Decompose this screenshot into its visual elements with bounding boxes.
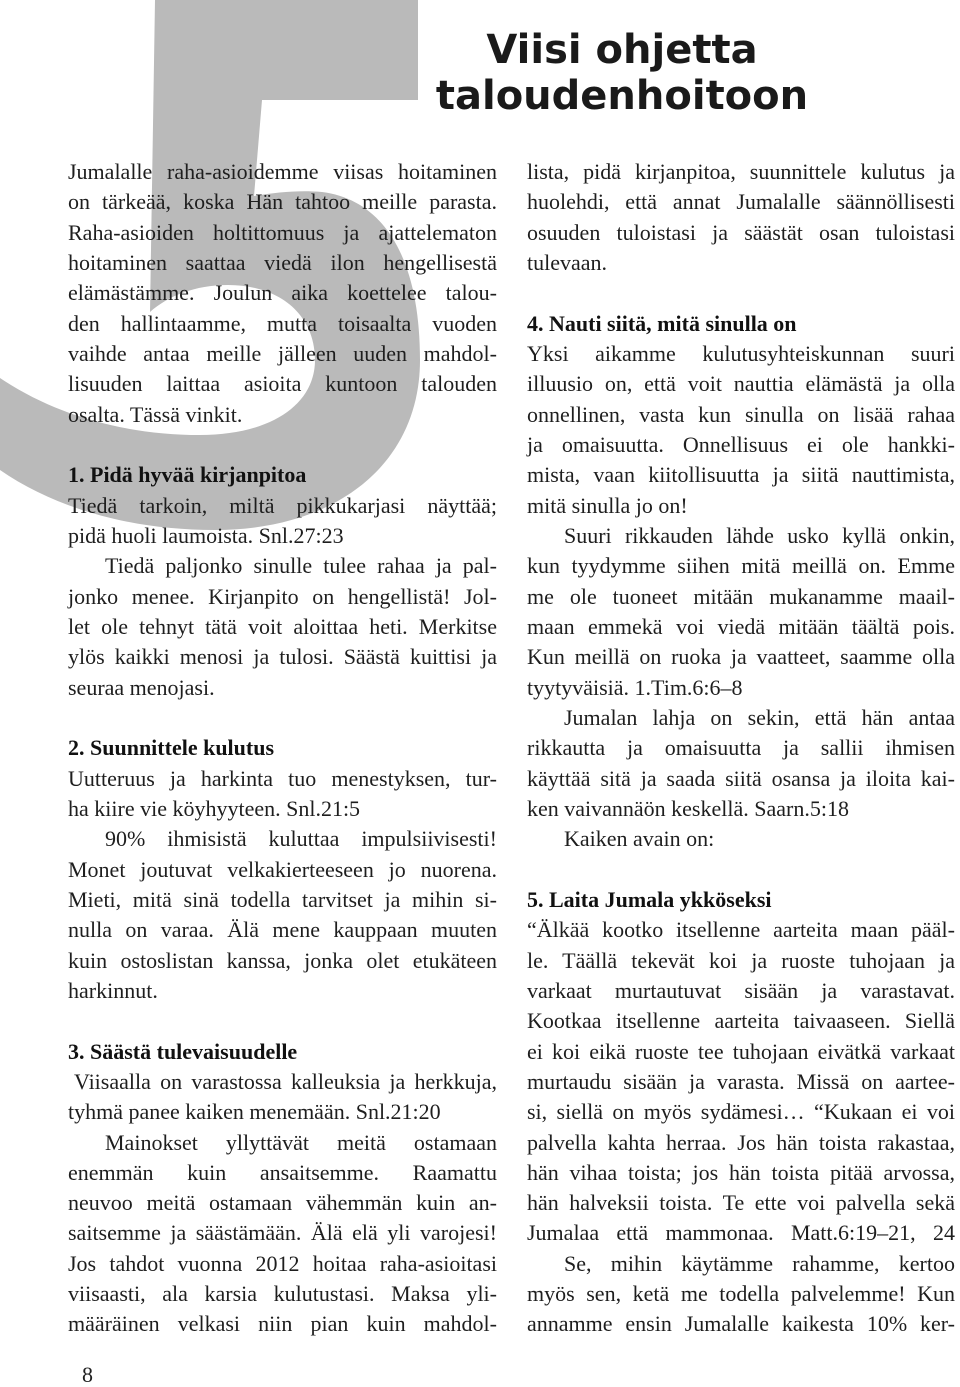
intro-line: den hallintaamme, mutta toisaalta vuoden: [68, 310, 497, 336]
section-heading: 1. Pidä hyvää kirjanpitoa: [68, 462, 307, 488]
scripture-quote-line: Uutteruus ja harkinta tuo menestyksen, tur-: [68, 765, 497, 791]
body-line: neuvoo meitä ostamaan vähemmän kuin an-: [68, 1190, 497, 1216]
page-number: 8: [82, 1362, 93, 1387]
article-title-line: taloudenhoitoon: [435, 73, 809, 119]
scripture-quote-line: murtaudu sisään ja varasta. Missä on aartee-: [527, 1068, 955, 1094]
intro-line: osalta. Tässä vinkit.: [68, 401, 243, 427]
body-line: illuusio on, että voit nauttia elämästä ja olla: [527, 371, 955, 397]
body-line: jonko menee. Kirjanpito on hengellistä! Jol-: [68, 583, 497, 609]
scripture-quote-line: Jumalaa että mammonaa. Matt.6:19–21, 24: [527, 1220, 955, 1246]
body-line: huolehdi, että annat Jumalalle säännöllisesti: [527, 189, 955, 215]
body-line: saitsemme ja säästämään. Älä elä yli varojesi!: [68, 1220, 497, 1246]
scripture-quote-line: si, siellä on myös sydämesi… “Kukaan ei voi: [527, 1099, 955, 1125]
body-line: Monet joutuvat velkakierteeseen jo nuorena.: [68, 856, 497, 882]
scripture-quote-line: ha kiire vie köyhyyteen. Snl.21:5: [68, 795, 361, 821]
body-line: viisaasti, ala karsia kulutustasi. Maksa yli-: [68, 1281, 497, 1307]
body-line: Mainokset yllyttävät meitä ostamaan: [105, 1129, 497, 1155]
body-line: harkinnut.: [68, 977, 158, 1003]
body-line: Mieti, mitä sinä todella tarvitset ja mihin si-: [68, 886, 497, 912]
intro-line: Raha-asioiden holtittomuus ja ajattelematon: [68, 219, 497, 245]
body-line: rikkautta ja omaisuutta ja sallii ihmisen: [527, 735, 955, 761]
scripture-quote-line: Viisaalla on varastossa kalleuksia ja herkkuja,: [74, 1068, 497, 1094]
body-line: ylös kaikki menosi ja tulosi. Säästä kuittisi ja: [68, 644, 497, 670]
scripture-quote-line: hän halveksii toista. Te ette voi palvella sekä: [527, 1190, 955, 1216]
section-heading: 3. Säästä tulevaisuudelle: [68, 1038, 298, 1064]
body-line: Jos tahdot vuonna 2012 hoitaa raha-asioitasi: [68, 1250, 497, 1276]
body-line: tyytyväisiä. 1.Tim.6:6–8: [527, 674, 743, 700]
body-line: Jumalan lahja on sekin, että hän antaa: [564, 704, 955, 730]
body-line: osuuden tuloistasi ja säästät osan tuloistasi: [527, 219, 955, 245]
body-line: Suuri rikkauden lähde usko kyllä onkin,: [564, 522, 955, 548]
right-column: [527, 157, 955, 1340]
body-line: myös sen, ketä me todella palvelemme! Kun: [527, 1281, 955, 1307]
intro-line: on tärkeää, koska Hän tahtoo meille parasta.: [68, 189, 497, 215]
body-line: mitä sinulla jo on!: [527, 492, 688, 518]
scripture-quote-line: “Älkää kootko itsellenne aarteita maan pääl-: [527, 917, 955, 943]
scripture-quote-line: le. Täällä tekevät koi ja ruoste tuhojaan ja: [527, 947, 955, 973]
body-line: nulla on varaa. Älä mene kauppaan muuten: [68, 917, 497, 943]
scripture-quote-line: pidä huoli laumoista. Snl.27:23: [68, 522, 344, 548]
body-line: Tiedä paljonko sinulle tulee rahaa ja pal-: [105, 553, 497, 579]
section-heading: 5. Laita Jumala ykköseksi: [527, 886, 772, 912]
left-column: [68, 157, 497, 1340]
body-line: annamme ensin Jumalalle kaikesta 10% ker-: [527, 1311, 955, 1337]
body-line: me ole tuoneet mitään mukanamme maail-: [527, 583, 955, 609]
body-line: kuin ostoslistan kanssa, jonka olet etukäteen: [68, 947, 497, 973]
body-line: Kun meillä on ruoka ja vaatteet, saamme olla: [527, 644, 955, 670]
scripture-quote-line: ei koi eikä ruoste tee tuhojaan eivätkä varkaat: [527, 1038, 955, 1064]
body-line: lista, pidä kirjanpitoa, suunnittele kulutus ja: [527, 159, 955, 184]
body-line: maan emmekä voi viedä mitään täältä pois.: [527, 613, 955, 639]
intro-line: lisuuden laittaa asioita kuntoon talouden: [68, 371, 497, 397]
body-line: Se, mihin käytämme rahamme, kertoo: [564, 1250, 955, 1276]
scripture-quote-line: tyhmä panee kaiken menemään. Snl.21:20: [68, 1099, 441, 1125]
scripture-quote-line: hän vihaa toista; jos hän toista pitää arvossa,: [527, 1159, 955, 1185]
scripture-quote-line: varkaat murtautuvat sisään ja varastavat.: [527, 977, 955, 1003]
body-line: Yksi aikamme kulutusyhteiskunnan suuri: [527, 340, 955, 366]
intro-line: vaihde antaa meille jälleen uuden mahdol-: [68, 340, 497, 366]
body-line: käyttää sitä ja saada siitä osansa ja iloita kai-: [527, 765, 955, 791]
body-line: ja omaisuutta. Onnellisuus ei ole hankki-: [527, 431, 955, 457]
body-line: onnellinen, vasta kun sinulla on lisää rahaa: [527, 401, 955, 427]
article-title: [400, 27, 844, 119]
body-line: kun tyydymme siihen mitä meillä on. Emme: [527, 553, 955, 579]
article-title-line: Viisi ohjetta: [486, 27, 758, 73]
body-line: ken vaivannäön keskellä. Saarn.5:18: [527, 795, 849, 821]
body-line: 90% ihmisistä kuluttaa impulsiivisesti!: [105, 826, 497, 852]
body-line: enemmän kuin ansaitsemme. Raamattu: [68, 1159, 497, 1185]
body-line: Kaiken avain on:: [564, 826, 715, 852]
scripture-quote-line: palvella kahta herraa. Jos hän toista rakastaa,: [527, 1129, 955, 1155]
body-line: tulevaan.: [527, 249, 608, 275]
scripture-quote-line: Kootkaa itsellenne aarteita taivaaseen. Siellä: [527, 1008, 955, 1034]
scripture-quote-line: Tiedä tarkoin, miltä pikkukarjasi näyttää;: [68, 492, 497, 518]
body-line: mista, vaan kiitollisuutta ja siitä nauttimista,: [527, 462, 955, 488]
intro-line: hoitaminen saattaa viedä ilon hengellisestä: [68, 249, 497, 275]
body-line: määräinen velkasi niin pian kuin mahdol-: [68, 1311, 497, 1337]
intro-line: elämästämme. Joulun aika koettelee talou-: [68, 280, 497, 306]
section-heading: 4. Nauti siitä, mitä sinulla on: [527, 310, 797, 336]
intro-line: Jumalalle raha-asioidemme viisas hoitaminen: [68, 159, 497, 184]
section-heading: 2. Suunnittele kulutus: [68, 735, 275, 761]
body-line: seuraa menojasi.: [68, 674, 215, 700]
body-line: let ole tehnyt tätä voit aloittaa heti. Merkitse: [68, 613, 497, 639]
